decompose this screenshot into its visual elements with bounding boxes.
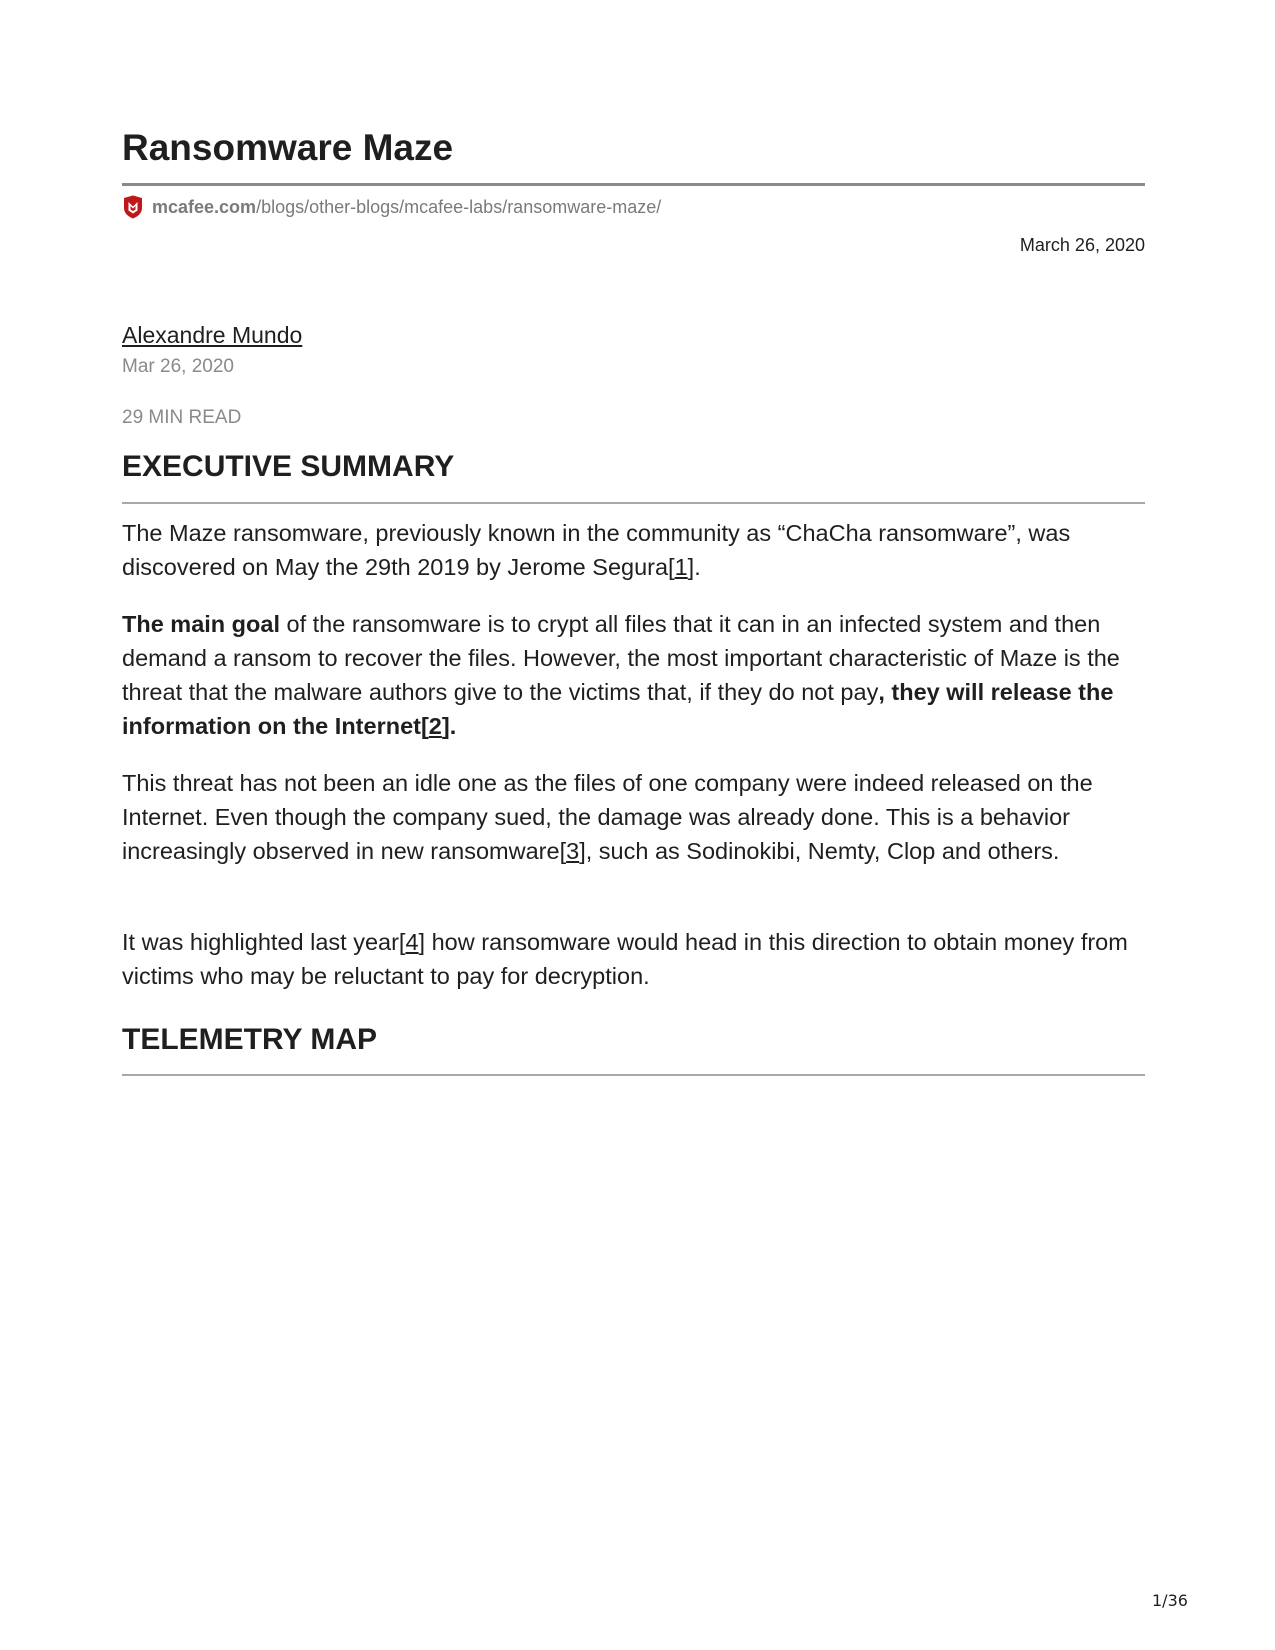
section-heading-executive-summary: EXECUTIVE SUMMARY <box>122 450 455 483</box>
section-divider <box>122 502 1145 504</box>
paragraph-4: It was highlighted last year[4] how ransomware would head in this direction to obtain money from victims who may be reluctant to pay for decryption. <box>122 929 1128 989</box>
title-divider <box>122 183 1145 186</box>
reference-link-4[interactable]: 4 <box>405 929 419 955</box>
paragraph-3: This threat has not been an idle one as the files of one company were indeed released on the Internet. Even though the company sued, the damage was already done. This is a behavior increasingly observed in new ransomware[3], such as Sodinokibi, Nemty, Clop and others. <box>122 770 1093 864</box>
source-domain[interactable]: mcafee.com <box>152 196 257 217</box>
page-number: 1/36 <box>1152 1591 1188 1610</box>
section-heading-telemetry-map: TELEMETRY MAP <box>122 1023 378 1056</box>
paragraph-1: The Maze ransomware, previously known in the community as “ChaCha ransomware”, was discovered on May the 29th 2019 by Jerome Segura[1]. <box>122 520 1071 580</box>
page-title: Ransomware Maze <box>122 127 454 168</box>
paragraph-2: The main goal of the ransomware is to crypt all files that it can in an infected system and then demand a ransom to recover the files. However, the most important characteristic of Maze is the threat that the malware authors give to the victims that, if they do not pay, they will release the information on the Internet[2]. <box>122 611 1120 739</box>
source-path[interactable]: /blogs/other-blogs/mcafee-labs/ransomware-maze/ <box>256 196 662 217</box>
reference-link-2[interactable]: 2 <box>428 713 442 739</box>
read-time: 29 MIN READ <box>122 407 242 428</box>
reference-link-1[interactable]: 1 <box>674 554 688 580</box>
mcafee-shield-icon <box>122 195 144 219</box>
reference-link-3[interactable]: 3 <box>566 838 580 864</box>
meta-date: Mar 26, 2020 <box>122 356 234 377</box>
section-divider <box>122 1074 1145 1076</box>
published-date: March 26, 2020 <box>1019 235 1145 255</box>
source-url[interactable] <box>122 195 661 219</box>
author-link[interactable]: Alexandre Mundo <box>122 322 303 348</box>
